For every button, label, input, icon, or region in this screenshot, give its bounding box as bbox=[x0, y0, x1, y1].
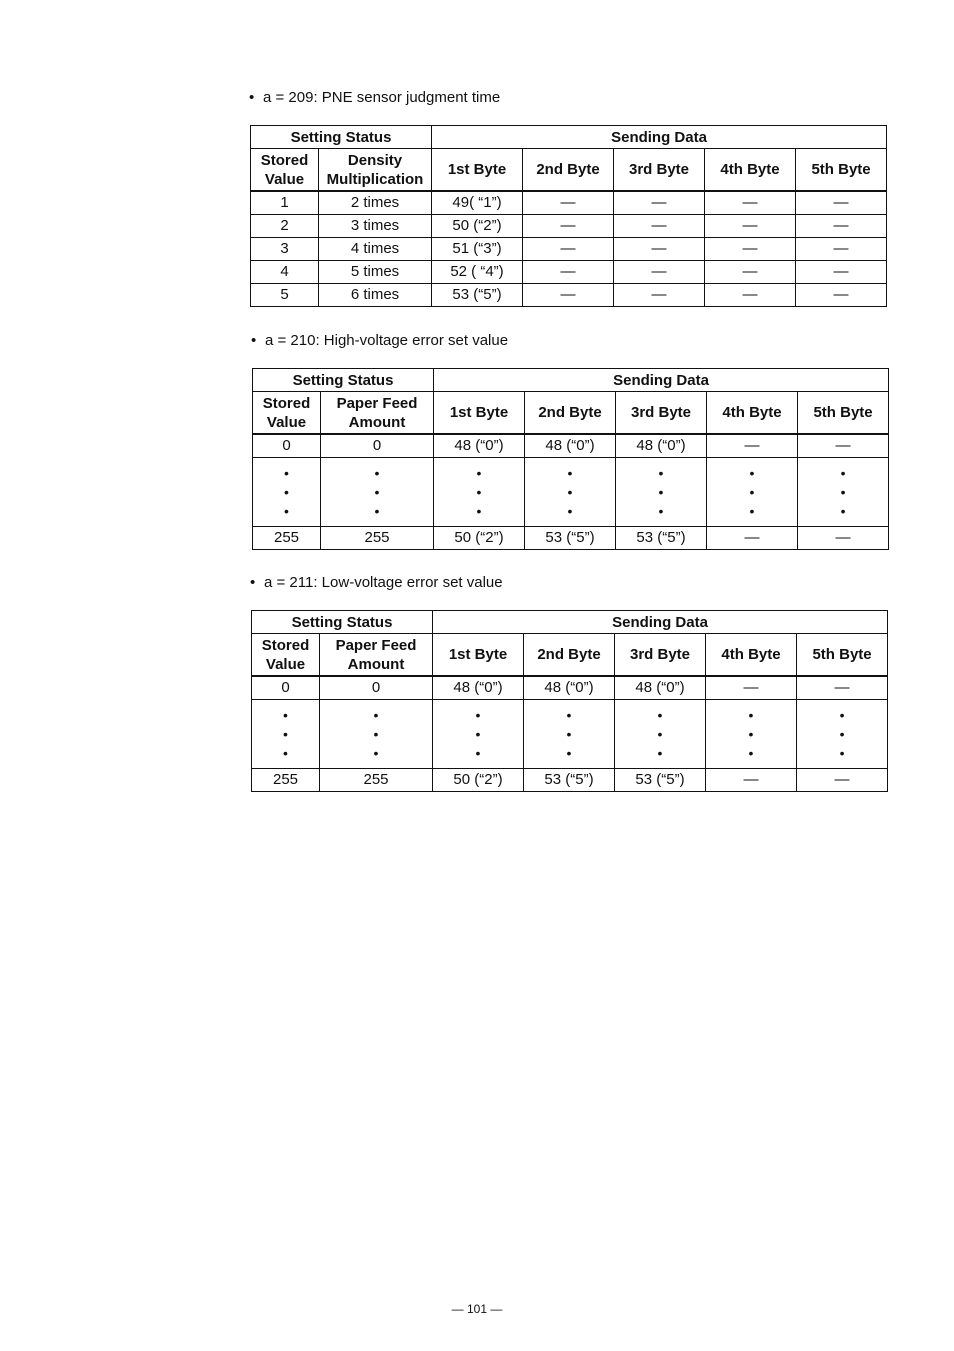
table-cell: — bbox=[706, 769, 797, 792]
vertical-ellipsis bbox=[434, 465, 524, 519]
ellipsis-dot: • bbox=[566, 707, 572, 723]
table-row bbox=[253, 527, 889, 550]
ellipsis-dot: • bbox=[748, 745, 754, 761]
ellipsis-dot: • bbox=[475, 745, 481, 761]
table-cell: — bbox=[523, 238, 614, 261]
table-cell: — bbox=[614, 284, 705, 307]
table-cell: 6 times bbox=[319, 284, 432, 307]
table-row bbox=[251, 215, 887, 238]
vertical-ellipsis bbox=[433, 707, 523, 761]
ellipsis-dot: • bbox=[475, 707, 481, 723]
column-header-row bbox=[252, 634, 888, 677]
section-title bbox=[250, 574, 503, 592]
table-cell: 2 times bbox=[319, 191, 432, 215]
table-cell: 255 bbox=[252, 769, 320, 792]
group-header-setting-status: Setting Status bbox=[251, 126, 432, 149]
ellipsis-dot: • bbox=[840, 503, 846, 519]
table-cell: — bbox=[797, 676, 888, 700]
ellipsis-dot: • bbox=[283, 745, 288, 761]
table-row bbox=[251, 238, 887, 261]
column-header: 2nd Byte bbox=[525, 392, 616, 435]
vertical-ellipsis bbox=[615, 707, 705, 761]
vertical-ellipsis bbox=[320, 707, 432, 761]
column-header: 4th Byte bbox=[706, 634, 797, 677]
table-cell: 48 (“0”) bbox=[616, 434, 707, 458]
ellipsis-dot: • bbox=[476, 484, 482, 500]
table-cell: 1 bbox=[251, 191, 319, 215]
section-title bbox=[249, 89, 500, 107]
column-header: 5th Byte bbox=[798, 392, 889, 435]
table-cell: — bbox=[523, 261, 614, 284]
column-header: 2nd Byte bbox=[523, 149, 614, 192]
table-row bbox=[252, 769, 888, 792]
ellipsis-dot: • bbox=[840, 465, 846, 481]
ellipsis-row bbox=[252, 700, 888, 769]
ellipsis-dot: • bbox=[567, 503, 573, 519]
table-cell: 48 (“0”) bbox=[524, 676, 615, 700]
table-cell: 48 (“0”) bbox=[615, 676, 706, 700]
table-cell: 53 (“5”) bbox=[524, 769, 615, 792]
table-cell: — bbox=[707, 434, 798, 458]
table-cell: 51 (“3”) bbox=[432, 238, 523, 261]
table-cell: — bbox=[523, 215, 614, 238]
section-title bbox=[251, 332, 508, 350]
ellipsis-cell bbox=[615, 700, 706, 769]
ellipsis-row bbox=[253, 458, 889, 527]
ellipsis-dot: • bbox=[657, 726, 663, 742]
ellipsis-dot: • bbox=[374, 503, 380, 519]
group-header-row bbox=[252, 611, 888, 634]
table-cell: — bbox=[798, 434, 889, 458]
table-cell: 0 bbox=[321, 434, 434, 458]
table-cell: — bbox=[614, 238, 705, 261]
table-cell: 53 (“5”) bbox=[616, 527, 707, 550]
table-cell: — bbox=[614, 215, 705, 238]
table-cell: — bbox=[705, 215, 796, 238]
table-cell: 2 bbox=[251, 215, 319, 238]
ellipsis-dot: • bbox=[566, 745, 572, 761]
table-cell: 4 bbox=[251, 261, 319, 284]
spec-table bbox=[252, 368, 889, 550]
vertical-ellipsis bbox=[706, 707, 796, 761]
column-header: Stored Value bbox=[253, 392, 321, 435]
spec-table bbox=[250, 125, 887, 307]
table-cell: — bbox=[796, 191, 887, 215]
column-header: 5th Byte bbox=[796, 149, 887, 192]
column-header: 4th Byte bbox=[705, 149, 796, 192]
table-cell: 255 bbox=[320, 769, 433, 792]
group-header-setting-status: Setting Status bbox=[253, 369, 434, 392]
ellipsis-dot: • bbox=[658, 465, 664, 481]
bullet-icon: • bbox=[250, 574, 256, 591]
column-header: 1st Byte bbox=[434, 392, 525, 435]
table-row bbox=[253, 434, 889, 458]
ellipsis-dot: • bbox=[373, 707, 379, 723]
ellipsis-cell bbox=[524, 700, 615, 769]
section-title-text: a = 209: PNE sensor judgment time bbox=[263, 89, 501, 106]
table-row bbox=[251, 191, 887, 215]
table-cell: 50 (“2”) bbox=[434, 527, 525, 550]
table-cell: 4 times bbox=[319, 238, 432, 261]
table-cell: 53 (“5”) bbox=[432, 284, 523, 307]
ellipsis-cell bbox=[707, 458, 798, 527]
table-cell: — bbox=[705, 261, 796, 284]
table-cell: 0 bbox=[320, 676, 433, 700]
table-cell: 50 (“2”) bbox=[432, 215, 523, 238]
vertical-ellipsis bbox=[616, 465, 706, 519]
ellipsis-dot: • bbox=[749, 484, 755, 500]
ellipsis-dot: • bbox=[374, 465, 380, 481]
vertical-ellipsis bbox=[797, 707, 887, 761]
ellipsis-cell bbox=[320, 700, 433, 769]
ellipsis-dot: • bbox=[657, 707, 663, 723]
ellipsis-dot: • bbox=[475, 726, 481, 742]
column-header: Stored Value bbox=[251, 149, 319, 192]
table-cell: — bbox=[706, 676, 797, 700]
column-header-row bbox=[253, 392, 889, 435]
table-cell: — bbox=[523, 284, 614, 307]
ellipsis-cell bbox=[706, 700, 797, 769]
table-cell: 3 times bbox=[319, 215, 432, 238]
table-cell: — bbox=[705, 284, 796, 307]
ellipsis-cell bbox=[321, 458, 434, 527]
ellipsis-dot: • bbox=[839, 707, 845, 723]
ellipsis-dot: • bbox=[374, 484, 380, 500]
table-cell: 50 (“2”) bbox=[433, 769, 524, 792]
column-header: Paper Feed Amount bbox=[321, 392, 434, 435]
ellipsis-dot: • bbox=[284, 503, 289, 519]
ellipsis-dot: • bbox=[567, 484, 573, 500]
ellipsis-dot: • bbox=[373, 726, 379, 742]
table-cell: — bbox=[796, 284, 887, 307]
ellipsis-dot: • bbox=[748, 707, 754, 723]
table-cell: — bbox=[523, 191, 614, 215]
group-header-sending-data: Sending Data bbox=[433, 611, 888, 634]
ellipsis-cell bbox=[433, 700, 524, 769]
table-cell: 0 bbox=[252, 676, 320, 700]
table-cell: — bbox=[796, 261, 887, 284]
table-cell: — bbox=[707, 527, 798, 550]
vertical-ellipsis bbox=[253, 465, 320, 519]
table-cell: — bbox=[705, 191, 796, 215]
ellipsis-dot: • bbox=[658, 503, 664, 519]
ellipsis-dot: • bbox=[373, 745, 379, 761]
table-cell: 53 (“5”) bbox=[615, 769, 706, 792]
table-row bbox=[252, 676, 888, 700]
table-cell: — bbox=[798, 527, 889, 550]
column-header: 3rd Byte bbox=[616, 392, 707, 435]
group-header-row bbox=[251, 126, 887, 149]
table-cell: 255 bbox=[253, 527, 321, 550]
bullet-icon: • bbox=[251, 332, 257, 349]
column-header: 5th Byte bbox=[797, 634, 888, 677]
ellipsis-dot: • bbox=[749, 503, 755, 519]
table-cell: 48 (“0”) bbox=[434, 434, 525, 458]
vertical-ellipsis bbox=[524, 707, 614, 761]
ellipsis-dot: • bbox=[839, 726, 845, 742]
ellipsis-dot: • bbox=[839, 745, 845, 761]
table-cell: — bbox=[705, 238, 796, 261]
column-header-row bbox=[251, 149, 887, 192]
bullet-icon: • bbox=[249, 89, 255, 106]
column-header: Paper Feed Amount bbox=[320, 634, 433, 677]
table-cell: — bbox=[797, 769, 888, 792]
ellipsis-dot: • bbox=[284, 484, 289, 500]
column-header: 3rd Byte bbox=[615, 634, 706, 677]
ellipsis-cell bbox=[252, 700, 320, 769]
table-cell: — bbox=[796, 238, 887, 261]
page-number: — 101 — bbox=[451, 1302, 503, 1316]
column-header: 1st Byte bbox=[432, 149, 523, 192]
table-cell: 48 (“0”) bbox=[433, 676, 524, 700]
ellipsis-dot: • bbox=[476, 503, 482, 519]
ellipsis-dot: • bbox=[748, 726, 754, 742]
table-cell: — bbox=[796, 215, 887, 238]
column-header: 3rd Byte bbox=[614, 149, 705, 192]
ellipsis-dot: • bbox=[283, 726, 288, 742]
ellipsis-cell bbox=[616, 458, 707, 527]
vertical-ellipsis bbox=[252, 707, 319, 761]
vertical-ellipsis bbox=[707, 465, 797, 519]
vertical-ellipsis bbox=[525, 465, 615, 519]
ellipsis-cell bbox=[253, 458, 321, 527]
ellipsis-dot: • bbox=[566, 726, 572, 742]
ellipsis-cell bbox=[525, 458, 616, 527]
table-cell: 49( “1”) bbox=[432, 191, 523, 215]
column-header: Stored Value bbox=[252, 634, 320, 677]
group-header-setting-status: Setting Status bbox=[252, 611, 433, 634]
ellipsis-dot: • bbox=[284, 465, 289, 481]
ellipsis-cell bbox=[797, 700, 888, 769]
column-header: 1st Byte bbox=[433, 634, 524, 677]
table-row bbox=[251, 284, 887, 307]
section-title-text: a = 210: High-voltage error set value bbox=[265, 332, 509, 349]
ellipsis-dot: • bbox=[657, 745, 663, 761]
ellipsis-cell bbox=[434, 458, 525, 527]
table-cell: 52 ( “4”) bbox=[432, 261, 523, 284]
section-title-text: a = 211: Low-voltage error set value bbox=[264, 574, 503, 591]
table-cell: 5 bbox=[251, 284, 319, 307]
column-header: 4th Byte bbox=[707, 392, 798, 435]
table-cell: 0 bbox=[253, 434, 321, 458]
ellipsis-dot: • bbox=[749, 465, 755, 481]
ellipsis-dot: • bbox=[476, 465, 482, 481]
table-row bbox=[251, 261, 887, 284]
ellipsis-cell bbox=[798, 458, 889, 527]
vertical-ellipsis bbox=[321, 465, 433, 519]
column-header: Density Multiplication bbox=[319, 149, 432, 192]
ellipsis-dot: • bbox=[283, 707, 288, 723]
table-cell: — bbox=[614, 191, 705, 215]
ellipsis-dot: • bbox=[840, 484, 846, 500]
group-header-sending-data: Sending Data bbox=[432, 126, 887, 149]
group-header-sending-data: Sending Data bbox=[434, 369, 889, 392]
vertical-ellipsis bbox=[798, 465, 888, 519]
group-header-row bbox=[253, 369, 889, 392]
column-header: 2nd Byte bbox=[524, 634, 615, 677]
table-cell: 53 (“5”) bbox=[525, 527, 616, 550]
table-cell: 48 (“0”) bbox=[525, 434, 616, 458]
table-cell: 5 times bbox=[319, 261, 432, 284]
ellipsis-dot: • bbox=[567, 465, 573, 481]
table-cell: 255 bbox=[321, 527, 434, 550]
ellipsis-dot: • bbox=[658, 484, 664, 500]
spec-table bbox=[251, 610, 888, 792]
table-cell: — bbox=[614, 261, 705, 284]
table-cell: 3 bbox=[251, 238, 319, 261]
